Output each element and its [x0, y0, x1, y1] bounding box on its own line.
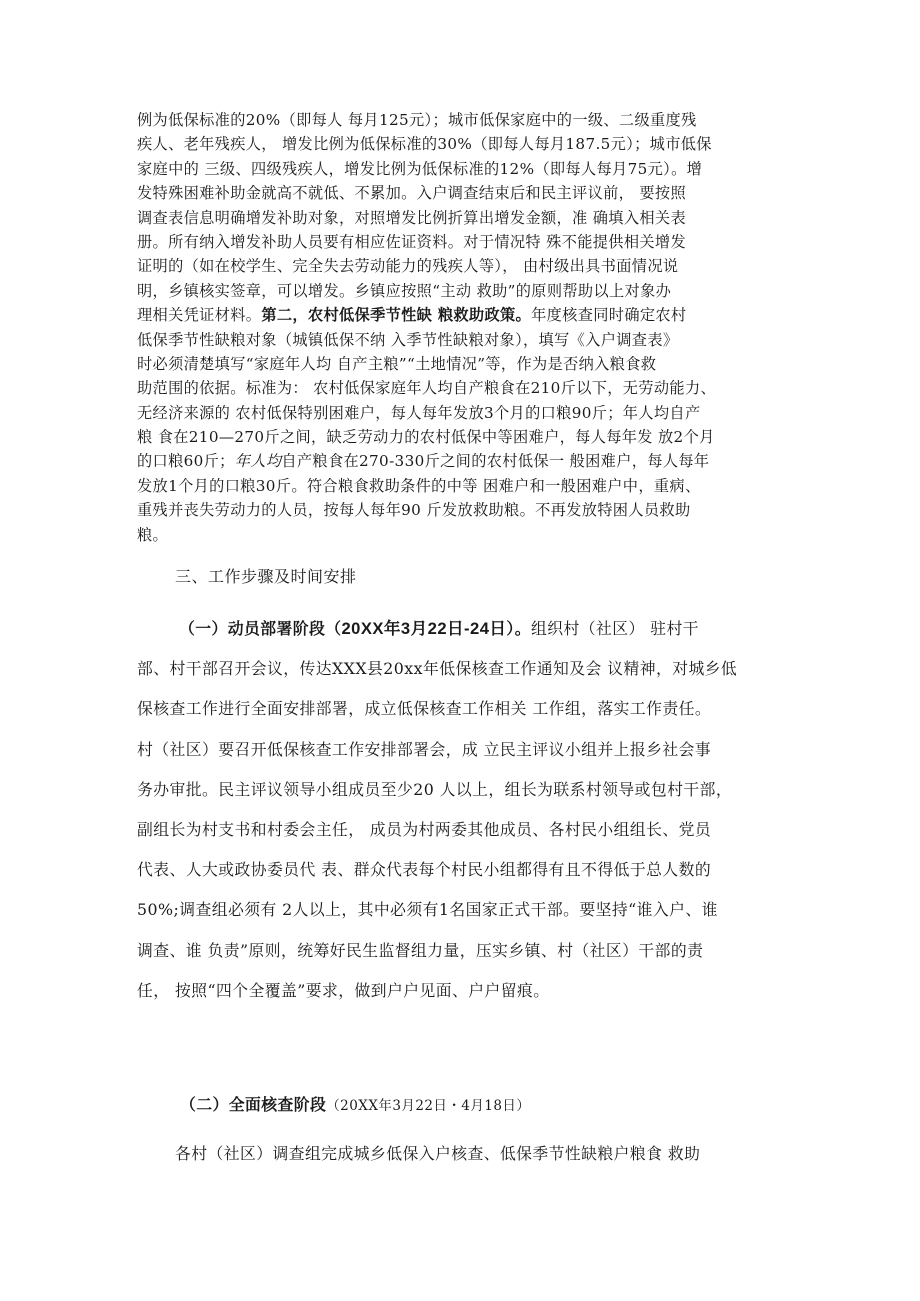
- text-line: 粮。: [137, 525, 169, 544]
- text-line: 证明的（如在校学生、完全失去劳动能力的残疾人等）， 由村级出具书面情况说: [137, 257, 679, 276]
- text-line: 调查、谁 负责”原则，统筹好民生监督组力量，压实乡镇、村（社区）干部的责: [137, 940, 704, 960]
- text-run: 的口粮60斤；: [137, 452, 235, 471]
- text-line: 发放1个月的口粮30斤。符合粮食救助条件的中等 困难户和一般困难户中，重病、: [137, 476, 701, 495]
- bold-policy-title: 第二，农村低保季节性缺 粮救助政策。: [261, 306, 532, 325]
- stage-date: 20XX年3月22日-24日: [341, 619, 507, 638]
- stage-date: （20XX年3月22日・4月18日）: [326, 1098, 531, 1114]
- text-line: 助范围的依据。标准为： 农村低保家庭年人均自产粮食在210斤以下，无劳动能力、: [137, 379, 717, 398]
- text-line: 村（社区）要召开低保核查工作安排部署会，成 立民主评议小组并上报乡社会事: [137, 739, 712, 759]
- text-line: 务办审批。民主评议领导小组成员至少20 人以上，组长为联系村领导或包村干部，: [137, 779, 733, 799]
- text-line: 任， 按照“四个全覆盖”要求，做到户户见面、户户留痕。: [137, 980, 550, 1000]
- italic-run: 年人均: [234, 452, 282, 471]
- text-line: [137, 449, 797, 473]
- text-line: 册。所有纳入增发补助人员要有相应佐证资料。对于情况特 殊不能提供相关增发: [137, 232, 686, 251]
- stage-title-suffix: ）。: [506, 619, 532, 638]
- text-line: 粮 食在210—270斤之间，缺乏劳动力的农村低保中等困难户，每人每年发 放2个月: [137, 428, 715, 447]
- text-line: 50%;调查组必须有 2人以上，其中必须有1名国家正式干部。要坚持“谁入户、谁: [137, 900, 718, 920]
- stage-title-line: [137, 609, 797, 649]
- stage-title: （二）全面核查阶段: [180, 1095, 327, 1114]
- text-line: 保核查工作进行全面安排部署，成立低保核查工作相关 工作组，落实工作责任。: [137, 699, 712, 719]
- text-line: 低保季节性缺粮对象（城镇低保不纳 入季节性缺粮对象），填写《入户调查表》: [137, 330, 679, 349]
- paragraph-stage-1: [137, 609, 797, 1011]
- text-line: 各村（社区）调查组完成城乡低保入户核查、低保季节性缺粮户粮食 救助: [175, 1144, 701, 1163]
- section-heading: 三、工作步骤及时间安排: [175, 567, 357, 586]
- text-line: 发特殊困难补助金就高不就低、不累加。入户调查结束后和民主评议前， 要按照: [137, 184, 686, 203]
- text-line: 部、村干部召开会议，传达XXX县20xx年低保核查工作通知及会 议精神，对城乡低: [137, 659, 738, 679]
- stage-title: （一）动员部署阶段（: [179, 619, 342, 638]
- text-line: 重残并丧失劳动力的人员，按每人每年90 斤发放救助粮。不再发放特困人员救助: [137, 501, 691, 520]
- text-line: 家庭中的 三级、四级残疾人，增发比例为低保标准的12%（即每人每月75元）。增: [137, 159, 703, 178]
- text-line: [137, 303, 797, 327]
- text-line: 无经济来源的 农村低保特别困难户，每人每年发放3个月的口粮90斤；年人均自产: [137, 403, 701, 422]
- text-run: 自产粮食在270-330斤之间的农村低保一 般困难户，每人每年: [281, 452, 710, 471]
- stage-2-title: [180, 1093, 530, 1118]
- text-line: 时必须清楚填写“家庭年人均 自产主粮”“土地情况”等，作为是否纳入粮食救: [137, 354, 657, 373]
- text-line: 明，乡镇核实签章，可以增发。乡镇应按照“主动 救助”的原则帮助以上对象办: [137, 281, 672, 300]
- text-line: 疾人、老年残疾人， 增发比例为低保标准的30%（即每人每月187.5元）；城市低保: [137, 135, 712, 154]
- text-run: 理相关凭证材料。: [137, 306, 262, 325]
- text-line: 代表、人大或政协委员代 表、群众代表每个村民小组都得有且不得低于总人数的: [137, 860, 712, 880]
- text-run: 年度核查同时确定农村: [531, 306, 687, 325]
- text-line: 调查表信息明确增发补助对象，对照增发比例折算出增发金额，准 确填入相关表: [137, 208, 686, 227]
- text-line: 例为低保标准的20%（即每人 每月125元）；城市低保家庭中的一级、二级重度残: [137, 111, 697, 129]
- text-line: 副组长为村支书和村委会主任， 成员为村两委其他成员、各村民小组组长、党员: [137, 819, 712, 839]
- text-run: 组织村（社区） 驻村干: [531, 619, 699, 638]
- paragraph-low-income-policy: [137, 108, 797, 547]
